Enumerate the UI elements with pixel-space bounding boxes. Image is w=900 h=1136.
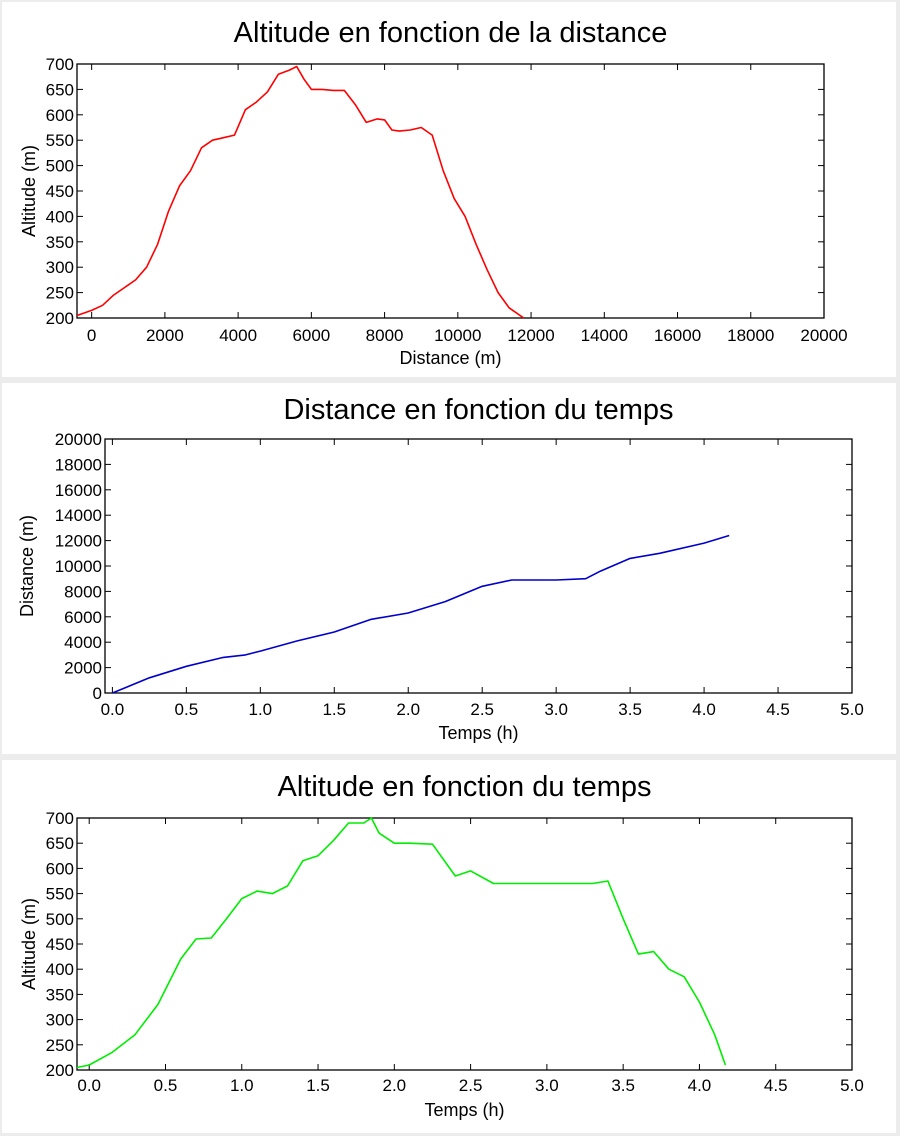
y-tick-label: 200 [45, 309, 74, 328]
x-tick-label: 3.0 [544, 700, 568, 719]
y-tick-label: 500 [45, 909, 74, 929]
y-tick-label: 16000 [54, 480, 102, 500]
y-tick-label: 0 [92, 684, 102, 703]
y-tick-label: 14000 [54, 506, 102, 526]
x-tick-label: 2.0 [396, 700, 421, 719]
chart-title: Distance en fonction du temps [283, 394, 674, 426]
x-tick-label: 1.0 [229, 1076, 254, 1095]
y-tick-label: 550 [45, 131, 74, 151]
y-tick-label: 12000 [54, 531, 102, 551]
y-tick-label: 200 [45, 1061, 74, 1080]
y-tick-label: 650 [45, 80, 74, 100]
x-tick-label: 20000 [800, 326, 848, 345]
y-tick-label: 300 [45, 258, 74, 278]
x-axis-label: Distance (m) [399, 348, 502, 368]
y-tick-label: 20000 [54, 430, 102, 449]
y-tick-label: 450 [45, 182, 74, 201]
x-tick-label: 3.5 [618, 700, 642, 719]
x-tick-label: 2.0 [382, 1076, 407, 1095]
y-axis-label: Distance (m) [17, 514, 37, 618]
y-tick-label: 450 [45, 935, 74, 954]
y-tick-label: 350 [45, 232, 74, 252]
y-tick-label: 700 [45, 55, 74, 74]
y-axis-label: Altitude (m) [19, 144, 39, 238]
panel-altitude-time [2, 760, 896, 1133]
x-tick-label: 4.5 [766, 700, 790, 719]
y-axis-label: Altitude (m) [19, 897, 39, 991]
chart-title: Altitude en fonction de la distance [233, 17, 668, 49]
y-tick-label: 2000 [64, 658, 102, 678]
x-tick-label: 0.5 [174, 700, 199, 719]
y-tick-label: 250 [45, 1035, 74, 1055]
plot-frame [105, 439, 852, 693]
y-tick-label: 650 [45, 834, 74, 854]
x-tick-label: 2.5 [470, 700, 495, 719]
panel-distance-time [2, 383, 896, 754]
x-tick-label: 4.0 [692, 700, 716, 719]
chart-title: Altitude en fonction du temps [277, 771, 652, 803]
y-tick-label: 400 [45, 207, 74, 227]
y-tick-label: 10000 [54, 557, 102, 576]
series-line [77, 818, 725, 1068]
y-tick-label: 300 [45, 1010, 74, 1030]
x-tick-label: 5.0 [840, 700, 864, 719]
x-tick-label: 10000 [434, 326, 482, 345]
x-tick-label: 2000 [145, 326, 184, 345]
x-tick-label: 16000 [653, 326, 702, 345]
x-tick-label: 5.0 [840, 1076, 864, 1095]
x-tick-label: 12000 [507, 326, 555, 345]
x-tick-label: 6000 [292, 326, 331, 345]
x-tick-label: 1.0 [248, 700, 273, 719]
x-tick-label: 14000 [580, 326, 628, 345]
x-tick-label: 0.0 [100, 700, 125, 719]
x-tick-label: 0.5 [153, 1076, 178, 1095]
y-tick-label: 250 [45, 283, 74, 303]
x-tick-label: 0 [86, 326, 97, 345]
x-tick-label: 4.0 [687, 1076, 712, 1095]
plot-frame [77, 818, 852, 1070]
y-tick-label: 4000 [64, 633, 102, 653]
x-tick-label: 1.5 [306, 1076, 330, 1095]
y-tick-label: 400 [45, 960, 74, 980]
x-tick-label: 1.5 [322, 700, 347, 719]
x-tick-label: 2.5 [458, 1076, 483, 1095]
x-tick-label: 0.0 [77, 1076, 102, 1095]
series-line [112, 536, 729, 694]
y-tick-label: 500 [45, 156, 74, 176]
x-axis-label: Temps (h) [424, 1100, 505, 1120]
x-tick-label: 4.5 [763, 1076, 788, 1095]
x-tick-label: 3.5 [611, 1076, 635, 1095]
y-tick-label: 8000 [64, 582, 102, 602]
y-tick-label: 550 [45, 884, 74, 904]
panel-altitude-distance [2, 2, 896, 377]
x-axis-label: Temps (h) [438, 723, 519, 743]
x-tick-label: 3.0 [535, 1076, 559, 1095]
y-tick-label: 600 [45, 859, 74, 879]
series-line [77, 67, 524, 319]
x-tick-label: 4000 [219, 326, 258, 345]
chart-0 [2, 2, 896, 377]
y-tick-label: 18000 [54, 455, 102, 475]
y-tick-label: 350 [45, 985, 74, 1005]
x-tick-label: 18000 [727, 326, 775, 345]
x-tick-label: 8000 [365, 326, 404, 345]
chart-2 [2, 760, 896, 1133]
chart-1 [2, 383, 896, 754]
y-tick-label: 6000 [64, 607, 102, 627]
y-tick-label: 600 [45, 105, 74, 125]
y-tick-label: 700 [45, 809, 74, 828]
